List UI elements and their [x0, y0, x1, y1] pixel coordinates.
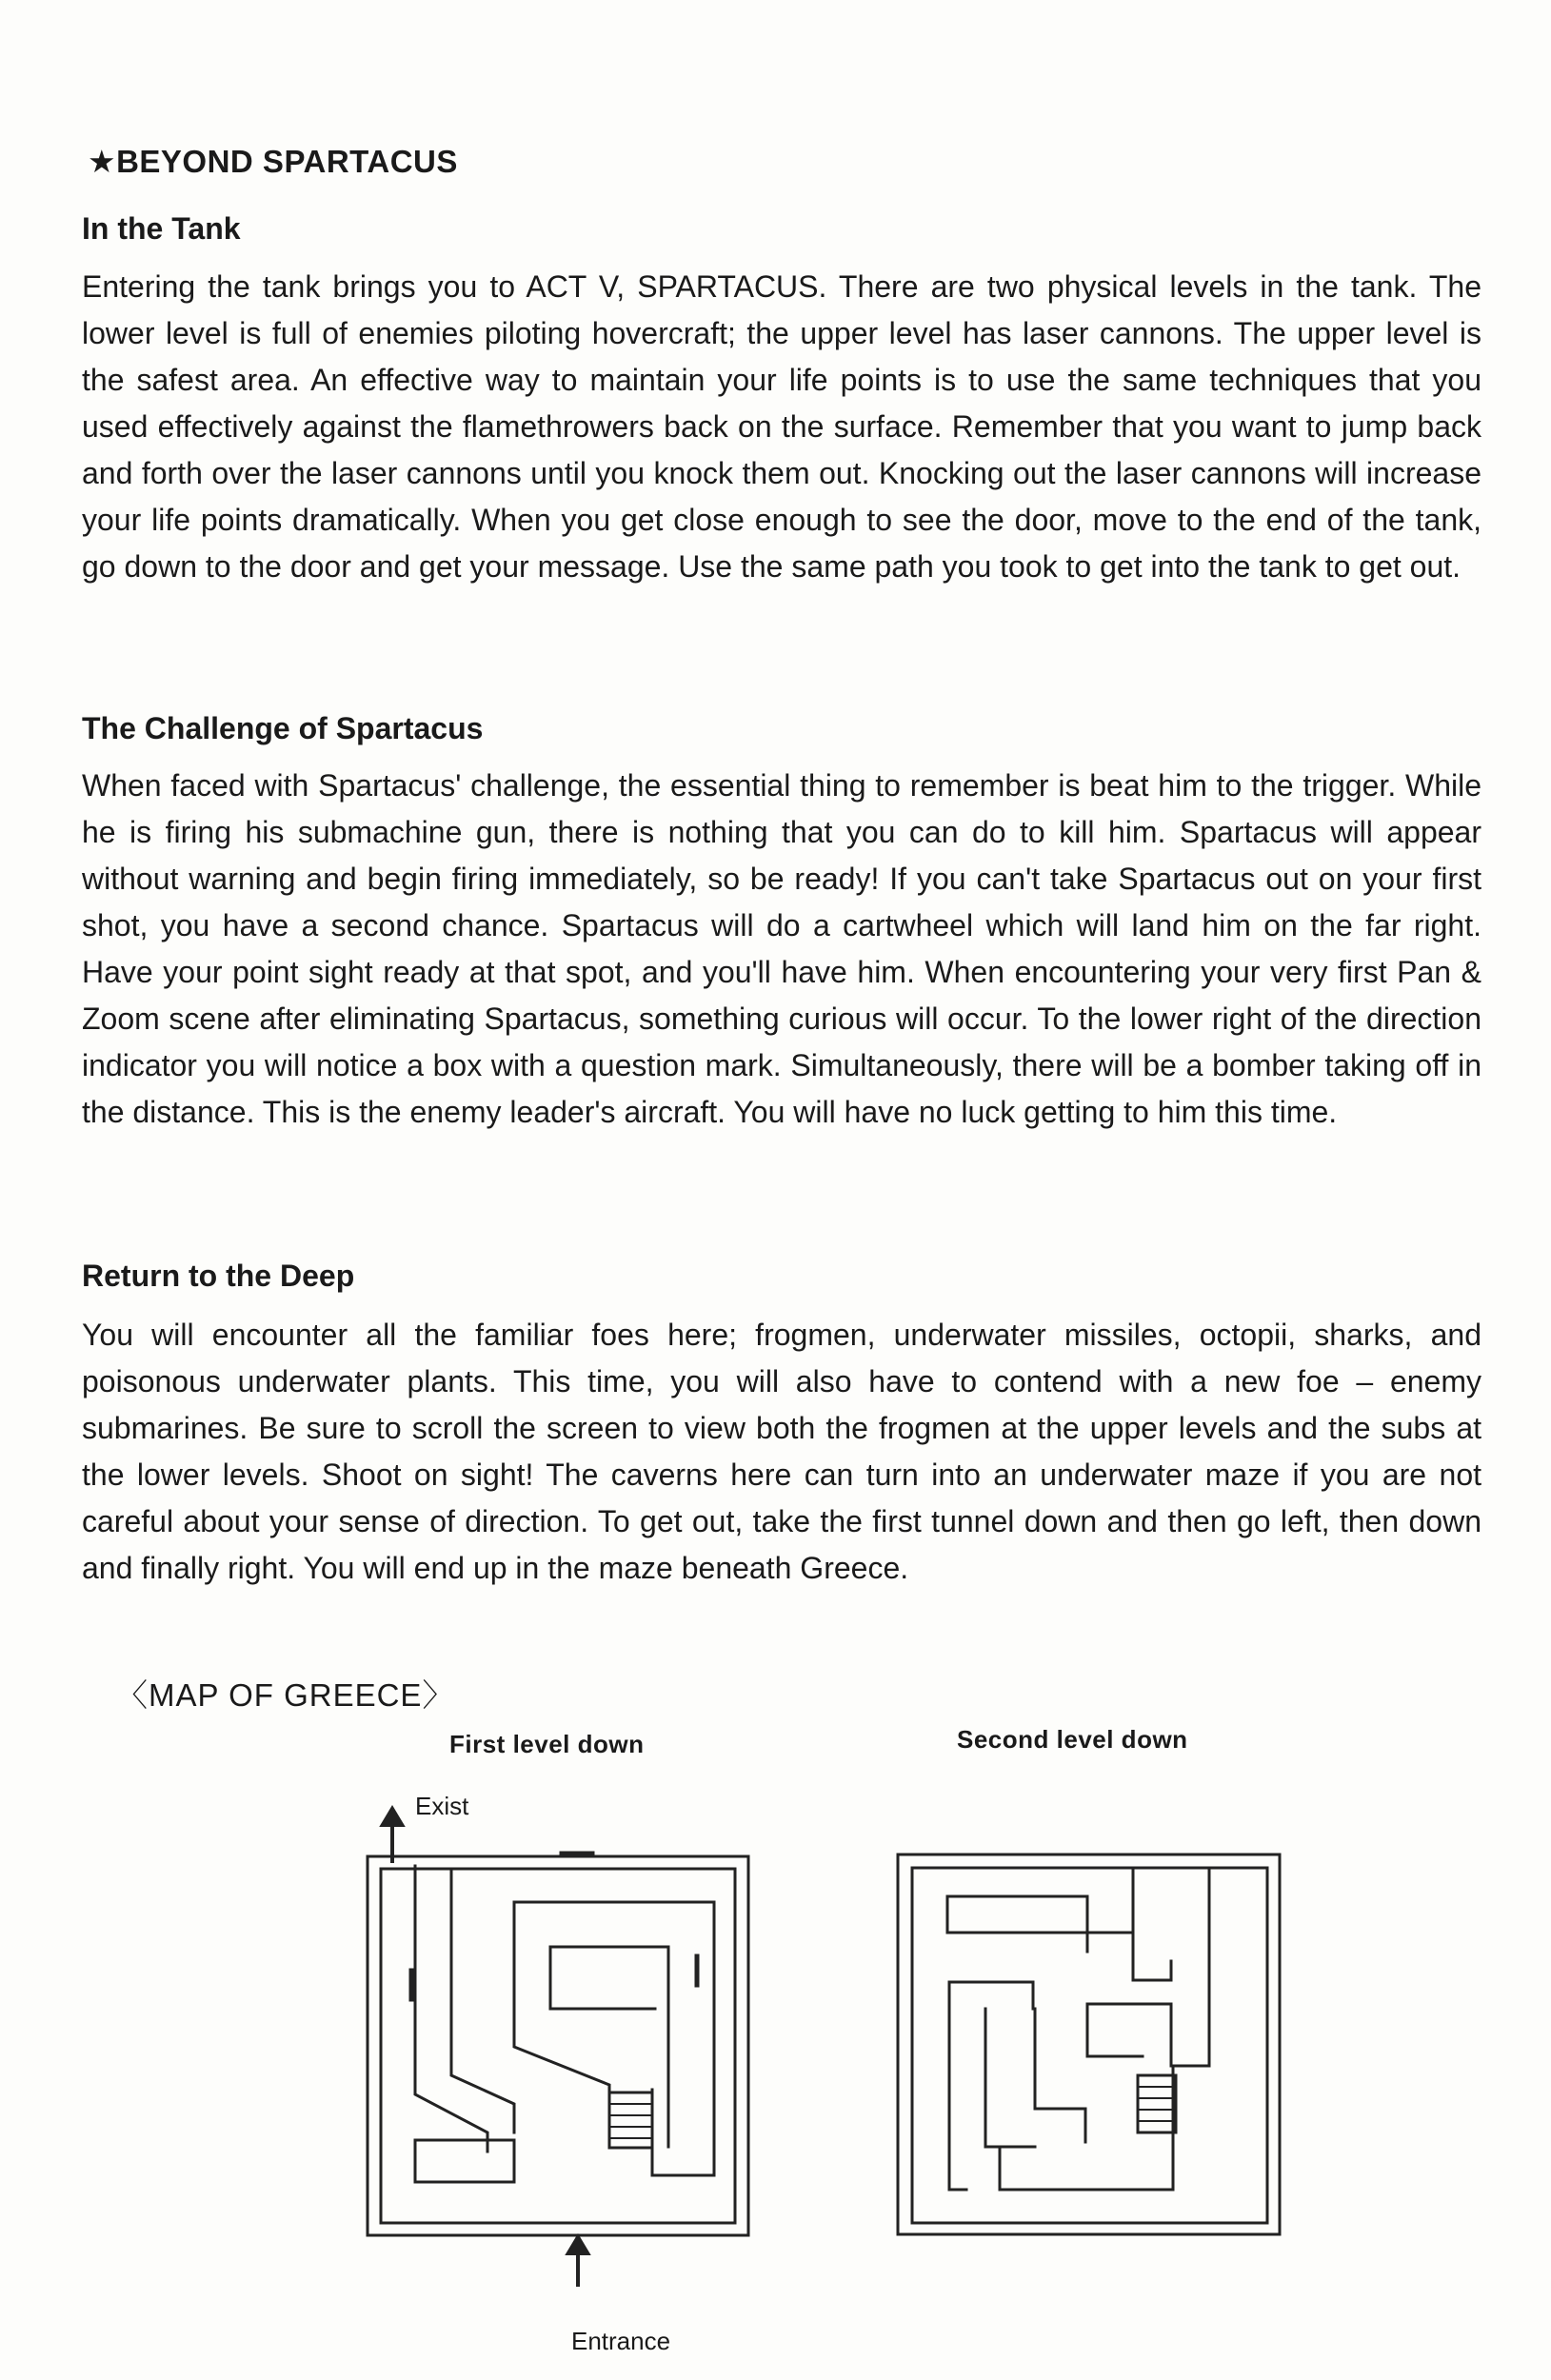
first-level-maze — [368, 1807, 748, 2285]
maze-wall — [1087, 2004, 1143, 2056]
second-level-maze — [898, 1854, 1280, 2234]
maze-wall — [947, 1896, 1087, 1952]
maze-wall — [949, 1982, 966, 2190]
map-heading: 〈MAP OF GREECE〉 — [116, 1677, 455, 1713]
maze-wall — [550, 1947, 655, 2009]
first-level-label: First level down — [449, 1730, 645, 1758]
section-body-tank: Entering the tank brings you to ACT V, SPARTACUS. There are two physical levels in the tank. The lower level is full of enemies piloting hovercraft; the upper level has laser cannons. The upper level is the safest area. An effective way to maintain your life points is to use the same techniques that you used effectively against the flamethrowers back on the surface. Remember that you want to jump back and forth over the laser cannons until you knock them out. Knocking out the laser cannons will increase your life points dramatically. When you get close enough to see the door, move to the end of the tank, go down to the door and get your message. Use the same path you took to get into the tank to get out. — [82, 269, 1481, 584]
first-maze-inner-wall — [381, 1869, 735, 2223]
section-body-challenge: When faced with Spartacus' challenge, the essential thing to remember is beat him to the trigger. While he is firing his submachine gun, there is nothing that you can do to kill him. Spartacus will appear without warning and begin firing immediately, so be ready! If you can't take Spartacus out on your first shot, you have a second chance. Spartacus will do a cartwheel which will land him on the far right. Have your point sight ready at that spot, and you'll have him. When encountering your very first Pan & Zoom scene after eliminating Spartacus, something curious will occur. To the lower right of the direction indicator you will notice a box with a question mark. Simultaneously, there will be a bomber taking off in the distance. This is the enemy leader's aircraft. You will have no luck getting to him this time. — [82, 768, 1481, 1129]
maze-wall — [415, 2140, 514, 2182]
section-heading-challenge: The Challenge of Spartacus — [82, 711, 484, 745]
second-level-label: Second level down — [957, 1725, 1188, 1754]
maze-wall — [1173, 1868, 1209, 2190]
maze-wall — [514, 1902, 714, 2175]
maze-wall — [947, 1896, 1133, 1933]
maze-stairs — [1138, 2075, 1176, 2132]
maze-wall — [949, 1982, 1033, 2009]
exit-label: Exist — [415, 1792, 469, 1820]
section-heading-tank: In the Tank — [82, 211, 241, 246]
maze-wall — [985, 2009, 1035, 2147]
section-body-deep: You will encounter all the familiar foes here; frogmen, underwater missiles, octopii, sharks, and poisonous underwater plants. This time, you will also have to contend with a new foe – enemy submarines. Be sure to scroll the screen to view both the frogmen at the upper levels and the subs at the lower levels. Shoot on sight! The caverns here can turn into an underwater maze if you are not careful about your sense of direction. To get out, take the first tunnel down and then go left, then down and finally right. You will end up in the maze beneath Greece. — [82, 1318, 1481, 1585]
maze-wall — [1000, 2147, 1173, 2190]
maze-stairs — [609, 2092, 652, 2148]
page-title: ★BEYOND SPARTACUS — [88, 144, 458, 179]
maze-wall — [514, 1902, 609, 2128]
maze-wall — [1035, 2009, 1085, 2142]
maze-wall — [1133, 1868, 1171, 1980]
section-heading-deep: Return to the Deep — [82, 1259, 355, 1293]
maze-wall — [451, 1871, 514, 2132]
entrance-label: Entrance — [571, 2327, 671, 2355]
second-maze-inner-wall — [912, 1868, 1267, 2223]
first-maze-outer-wall — [368, 1856, 748, 2235]
